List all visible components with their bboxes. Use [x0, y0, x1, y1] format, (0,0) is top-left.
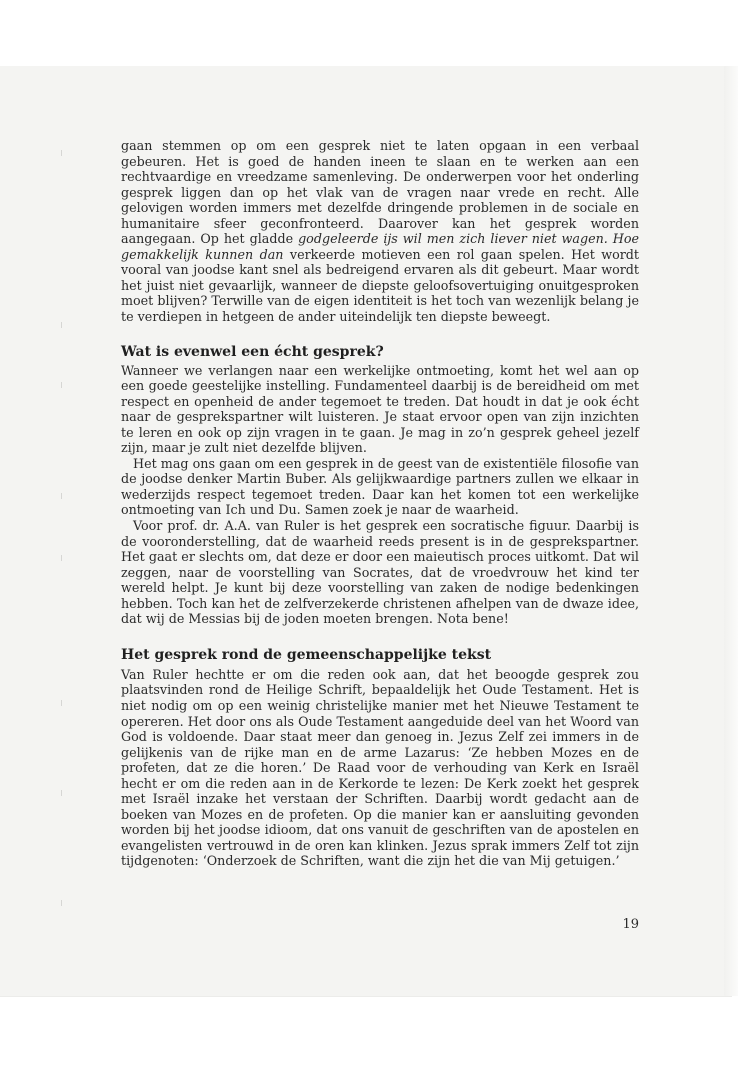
- margin-mark: [61, 700, 62, 706]
- margin-mark: [61, 150, 62, 156]
- body-paragraph: Wanneer we verlangen naar een werkelijke ontmoeting, komt het wel aan op een goede geestelijke instelling. Fundamenteel daarbij is de bereidheid om met respect en openheid de ander tegemoet te treden. Dat houdt in dat je ook écht naar de gesprekspartner wilt luisteren. Je staat ervoor open van zijn inzichten te leren en ook op zijn vragen in te gaan. Je mag in zo’n gesprek geheel jezelf zijn, maar je zult niet dezelfde blijven.: [121, 362, 639, 456]
- intro-italic-text: godgeleerde ijs wil men zich liever niet wagen. Hoe gemakkelijk kunnen dan: [121, 231, 639, 262]
- body-paragraph: Het mag ons gaan om een gesprek in de geest van de existentiële filosofie van de joodse denker Martin Buber. Als gelijkwaardige partners zullen we elkaar in wederzijds respect tegemoet treden. Daar kan het komen tot een werkelijke ontmoeting van Ich und Du. Samen zoek je naar de waarheid.: [121, 455, 639, 518]
- body-paragraph: Voor prof. dr. A.A. van Ruler is het gesprek een socratische figuur. Daarbij is de vooronderstelling, dat de waarheid reeds present is in de gesprekspartner. Het gaat er slechts om, dat deze er door een maieutisch proces uitkomt. Dat wil zeggen, naar de voorstelling van Socrates, dat de vroedvrouw het kind ter wereld helpt. Je kunt bij deze voorstelling van zaken de nodige bedenkingen hebben. Toch kan het de zelfverzekerde christenen afhelpen van de dwaze idee, dat wij de Messias bij de joden moeten brengen. Nota bene!: [121, 518, 639, 627]
- margin-mark: [61, 322, 62, 328]
- margin-mark: [61, 900, 62, 906]
- page-edge: [724, 66, 738, 996]
- margin-mark: [61, 555, 62, 561]
- margin-mark: [61, 790, 62, 796]
- page-number: 19: [622, 917, 639, 932]
- body-paragraph: Van Ruler hechtte er om die reden ook aan, dat het beoogde gesprek zou plaatsvinden rond de Heilige Schrift, bepaaldelijk het Oude Testament. Het is niet nodig om op een weinig christelijke manier met het Nieuwe Testament te opereren. Het door ons als Oude Testament aangeduide deel van het Woord van God is voldoende. Daar staat meer dan genoeg in. Jezus Zelf zei immers in de gelijkenis van de rijke man en de arme Lazarus: ‘Ze hebben Mozes en de profeten, dat ze die horen.’ De Raad voor de verhouding van Kerk en Israël hecht er om die reden aan in de Kerkorde te lezen: De Kerk zoekt het gesprek met Israël inzake het verstaan der Schriften. Daarbij wordt gedacht aan de boeken van Mozes en de profeten. Op die manier kan er aansluiting gevonden worden bij het joodse idioom, dat ons vanuit de geschriften van de apostelen en evangelisten vertrouwd in de oren kan klinken. Jezus sprak immers Zelf tot zijn tijdgenoten: ‘Onderzoek de Schriften, want die zijn het die van Mij getuigen.’: [121, 666, 639, 869]
- margin-mark: [61, 382, 62, 388]
- margin-mark: [61, 493, 62, 499]
- text-column: [121, 138, 639, 869]
- intro-paragraph: gaan stemmen op om een gesprek niet te laten opgaan in een verbaal gebeuren. Het is goed de handen ineen te slaan en te werken aan een rechtvaardige en vreedzame samenleving. De onderwerpen voor het onderling gesprek liggen dan op het vlak van de vragen naar vrede en recht. Alle gelovigen worden immers met dezelfde dringende problemen in de sociale en humanitaire sfeer geconfronteerd. Daarover kan het gesprek worden aangegaan. Op het gladde godgeleerde ijs wil men zich liever niet wagen. Hoe gemakkelijk kunnen dan verkeerde motieven een rol gaan spelen. Het wordt vooral van joodse kant snel als bedreigend ervaren als dit gebeurt. Maar wordt het juist niet gevaarlijk, wanneer de diepste geloofsovertuiging onuitgesproken moet blijven? Terwille van de eigen identiteit is het toch van wezenlijk belang je te verdiepen in hetgeen de ander uiteindelijk ten diepste beweegt.: [121, 138, 640, 325]
- section-heading: Het gesprek rond de gemeenschappelijke tekst: [121, 646, 492, 663]
- section-heading: Wat is evenwel een écht gesprek?: [121, 343, 384, 360]
